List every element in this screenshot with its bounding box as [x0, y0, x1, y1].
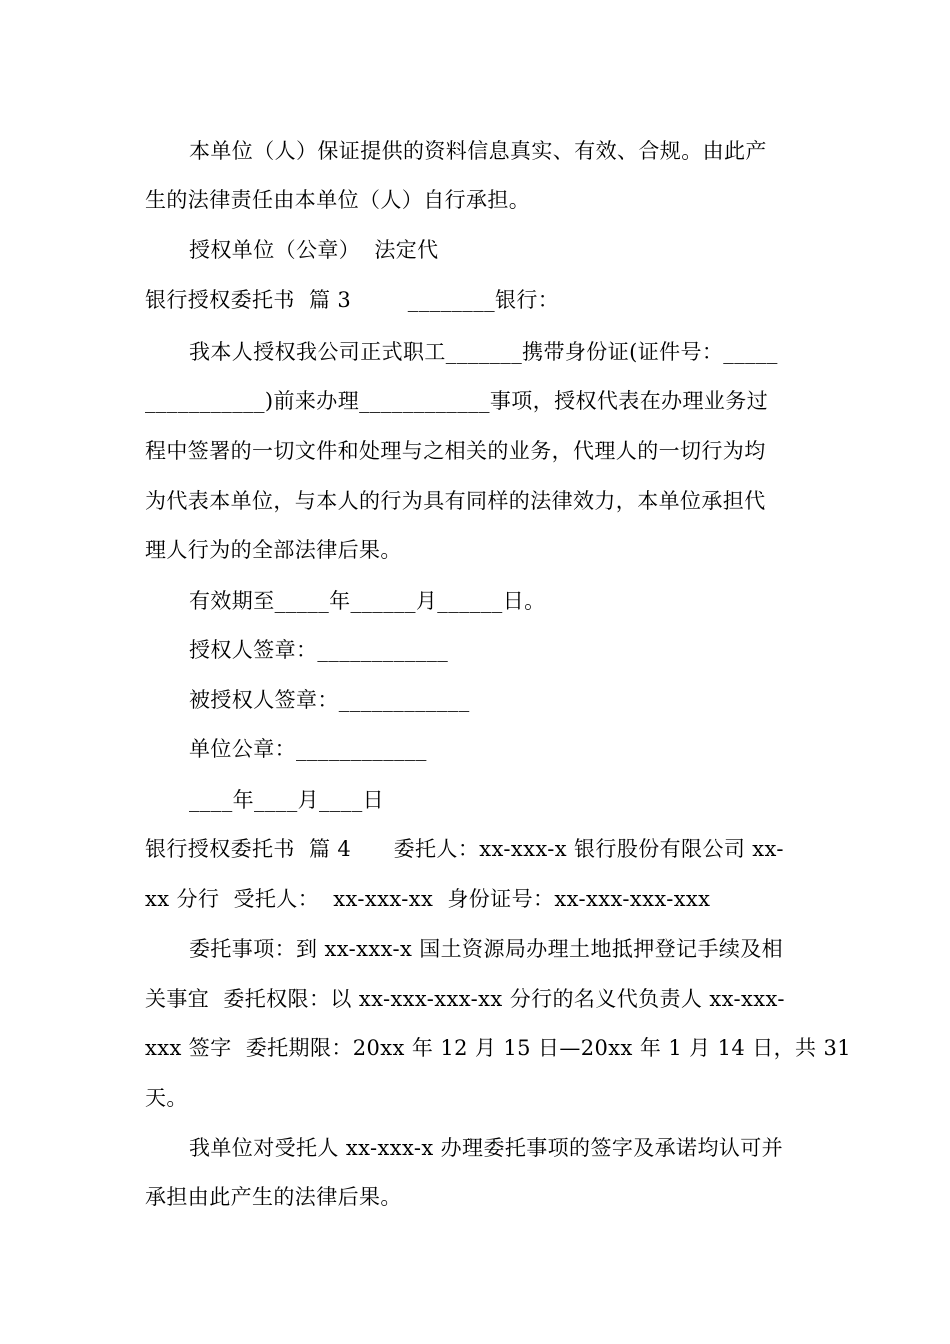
paragraph-line: 关事宜 委托权限：以 xx-xxx-xxx-xx 分行的名义代负责人 xx-xxx- [145, 987, 785, 1011]
company-seal-field: 单位公章：____________ [189, 737, 427, 761]
paragraph-line: 我单位对受托人 xx-xxx-x 办理委托事项的签字及承诺均认可并 [189, 1136, 784, 1160]
paragraph-line: xx 分行 受托人： xx-xxx-xx 身份证号：xx-xxx-xxx-xxx [145, 887, 711, 911]
validity-period: 有效期至_____年______月______日。 [189, 589, 546, 613]
paragraph-line: 为代表本单位，与本人的行为具有同样的法律效力，本单位承担代 [145, 489, 766, 513]
paragraph-line: 委托事项：到 xx-xxx-x 国土资源局办理土地抵押登记手续及相 [189, 937, 784, 961]
authorizer-signature-field: 授权人签章：____________ [189, 638, 449, 662]
section-heading: 银行授权委托书 篇 3 ________银行： [145, 288, 560, 312]
date-field: ____年____月____日 [189, 788, 384, 812]
paragraph-line: 程中签署的一切文件和处理与之相关的业务，代理人的一切行为均 [145, 439, 766, 463]
paragraph-line: 我本人授权我公司正式职工_______携带身份证(证件号：_____ [189, 340, 778, 364]
paragraph-line: 承担由此产生的法律后果。 [145, 1185, 402, 1209]
signature-label: 授权单位（公章） 法定代 [189, 238, 439, 262]
paragraph-line: 天。 [145, 1086, 188, 1110]
paragraph-line: xxx 签字 委托期限：20xx 年 12 月 15 日—20xx 年 1 月 14 日，共 31 [145, 1036, 852, 1060]
paragraph-line: ___________)前来办理____________事项，授权代表在办理业务过 [145, 389, 769, 413]
section-heading: 银行授权委托书 篇 4 委托人：xx-xxx-x 银行股份有限公司 xx- [145, 837, 784, 861]
paragraph-line: 理人行为的全部法律后果。 [145, 538, 402, 562]
paragraph-line: 本单位（人）保证提供的资料信息真实、有效、合规。由此产 [189, 139, 767, 163]
paragraph-line: 生的法律责任由本单位（人）自行承担。 [145, 188, 531, 212]
authorized-signature-field: 被授权人签章：____________ [189, 688, 470, 712]
